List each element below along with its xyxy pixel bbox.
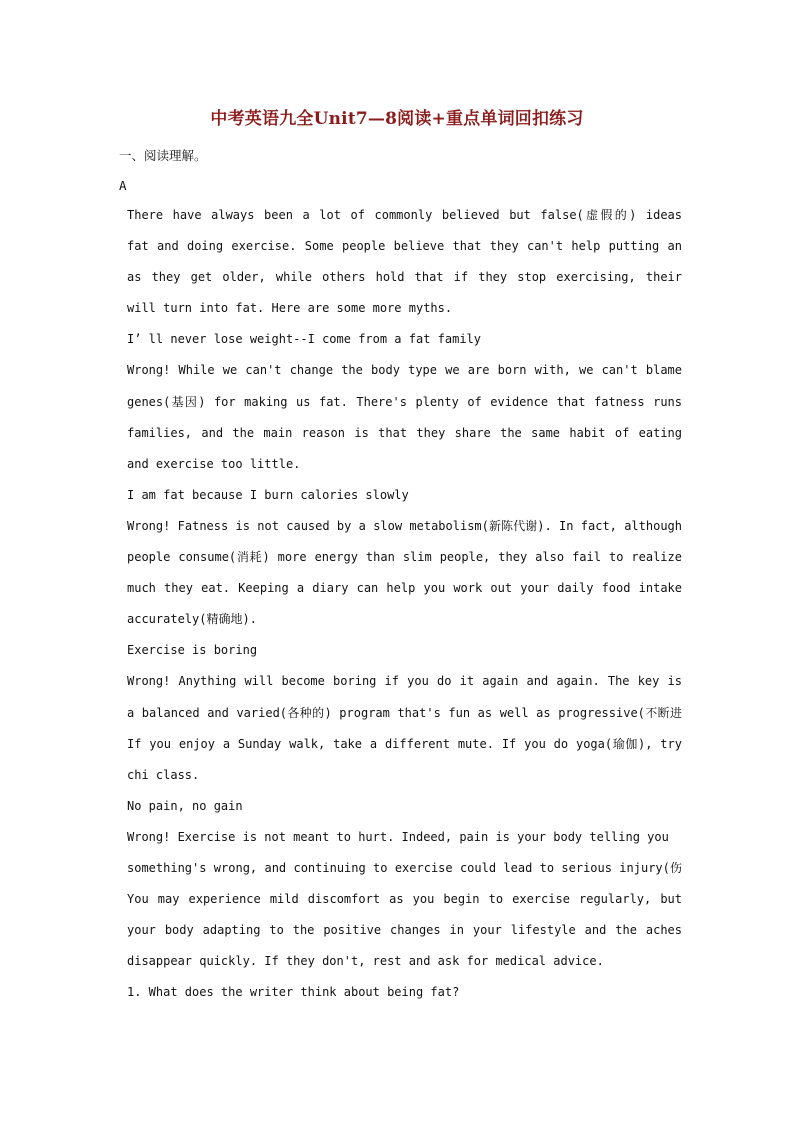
- passage-line: fat and doing exercise. Some people believe that they can't help putting an: [127, 239, 682, 254]
- passage-line: No pain, no gain: [127, 798, 243, 813]
- passage-line: There have always been a lot of commonly believed but false(虚假的) ideas: [127, 208, 682, 222]
- passage-line: will turn into fat. Here are some more myths.: [127, 301, 453, 316]
- passage-line: much they eat. Keeping a diary can help you work out your daily food intake: [127, 581, 682, 596]
- passage-line: Wrong! While we can't change the body type we are born with, we can't blame: [127, 363, 682, 378]
- section-heading: 一、阅读理解。: [119, 148, 207, 163]
- passage-line: I am fat because I burn calories slowly: [127, 487, 409, 502]
- passage-line: as they get older, while others hold that if they stop exercising, their: [127, 270, 682, 285]
- passage-line: genes(基因) for making us fat. There's plenty of evidence that fatness runs: [127, 394, 682, 409]
- passage-line: 1. What does the writer think about being fat?: [127, 985, 460, 1000]
- passage-line: chi class.: [127, 767, 200, 782]
- passage-line: families, and the main reason is that they share the same habit of eating: [127, 425, 682, 440]
- passage-line: I’ ll never lose weight--I come from a fat family: [127, 332, 482, 347]
- passage-line: If you enjoy a Sunday walk, take a different mute. If you do yoga(瑜伽), try: [127, 736, 682, 751]
- passage-line: your body adapting to the positive changes in your lifestyle and the aches: [127, 923, 682, 938]
- passage-line: Wrong! Anything will become boring if you do it again and again. The key is: [127, 674, 682, 689]
- passage-line: Wrong! Fatness is not caused by a slow metabolism(新陈代谢). In fact, although: [127, 518, 682, 533]
- document-title: 中考英语九全Unit7—8阅读+重点单词回扣练习: [210, 109, 584, 129]
- passage-line: You may experience mild discomfort as you begin to exercise regularly, but: [127, 892, 682, 907]
- passage-line: Wrong! Exercise is not meant to hurt. Indeed, pain is your body telling you: [127, 829, 669, 844]
- passage-label: A: [119, 178, 127, 193]
- passage-line: Exercise is boring: [127, 643, 258, 658]
- passage-line: accurately(精确地).: [127, 612, 257, 627]
- passage-line: and exercise too little.: [127, 456, 301, 471]
- passage-line: something's wrong, and continuing to exercise could lead to serious injury(伤: [127, 860, 682, 875]
- passage-body: [127, 200, 682, 1008]
- passage-line: disappear quickly. If they don't, rest and ask for medical advice.: [127, 954, 604, 969]
- passage-line: a balanced and varied(各种的) program that's fun as well as progressive(不断进: [127, 705, 682, 720]
- passage-line: people consume(消耗) more energy than slim people, they also fail to realize: [127, 550, 682, 565]
